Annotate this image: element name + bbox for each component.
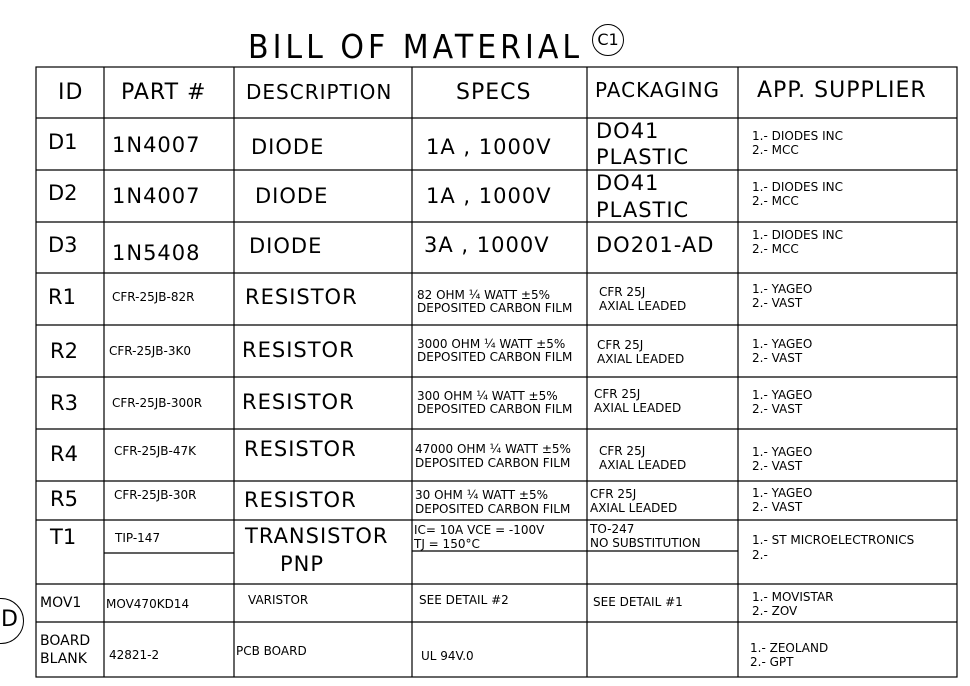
row-supplier-line2: 2.- ZOV bbox=[752, 604, 798, 618]
row-supplier-line2: 2.- bbox=[752, 548, 768, 562]
header-id: ID bbox=[58, 80, 84, 105]
row-supplier-line1: 1.- DIODES INC bbox=[752, 129, 843, 143]
row-specs-line2: DEPOSITED CARBON FILM bbox=[417, 301, 573, 315]
row-specs-line1: 3000 OHM ¼ WATT ±5% bbox=[417, 337, 566, 351]
row-id: D1 bbox=[48, 130, 78, 154]
row-packaging-line1: DO41 bbox=[596, 171, 660, 195]
row-specs-line2: DEPOSITED CARBON FILM bbox=[415, 502, 571, 516]
row-supplier-line2: 2.- MCC bbox=[752, 194, 799, 208]
header-specs: SPECS bbox=[456, 80, 532, 105]
row-id: R2 bbox=[50, 339, 78, 363]
row-description: RESISTOR bbox=[245, 285, 358, 309]
row-description-line1: TRANSISTOR bbox=[245, 524, 389, 548]
row-supplier-line1: 1.- YAGEO bbox=[752, 445, 813, 459]
row-packaging-line2: AXIAL LEADED bbox=[597, 352, 685, 366]
row-specs-line1: 82 OHM ¼ WATT ±5% bbox=[417, 288, 551, 302]
row-description: PCB BOARD bbox=[236, 644, 307, 658]
row-id: D3 bbox=[48, 233, 78, 257]
row-supplier-line2: 2.- VAST bbox=[752, 296, 803, 310]
row-supplier-line1: 1.- MOVISTAR bbox=[752, 590, 834, 604]
row-id: R1 bbox=[48, 285, 76, 309]
row-specs-line2: DEPOSITED CARBON FILM bbox=[417, 402, 573, 416]
header-part-number: PART # bbox=[121, 80, 207, 105]
row-specs: 3A , 1000V bbox=[424, 233, 550, 257]
row-specs-line1: IC= 10A VCE = -100V bbox=[414, 523, 545, 537]
row-specs-line1: 300 OHM ¼ WATT ±5% bbox=[417, 389, 558, 403]
row-supplier-line2: 2.- MCC bbox=[752, 242, 799, 256]
row-supplier-line2: 2.- VAST bbox=[752, 402, 803, 416]
row-id: R4 bbox=[50, 442, 78, 466]
row-supplier-line2: 2.- VAST bbox=[752, 459, 803, 473]
row-packaging-line2: PLASTIC bbox=[596, 145, 690, 169]
row-description: VARISTOR bbox=[248, 593, 309, 607]
row-part-number: CFR-25JB-82R bbox=[112, 290, 195, 304]
row-specs-line1: 47000 OHM ¼ WATT ±5% bbox=[415, 442, 571, 456]
row-supplier-line2: 2.- VAST bbox=[752, 351, 803, 365]
row-specs-line2: DEPOSITED CARBON FILM bbox=[417, 350, 573, 364]
row-supplier-line1: 1.- YAGEO bbox=[752, 282, 813, 296]
document-title: BILL OF MATERIAL bbox=[248, 28, 584, 67]
row-packaging-line2: PLASTIC bbox=[596, 198, 690, 222]
row-specs: UL 94V.0 bbox=[421, 649, 474, 663]
row-packaging-line1: DO201-AD bbox=[596, 233, 715, 257]
row-part-number: CFR-25JB-47K bbox=[114, 444, 196, 458]
row-description: DIODE bbox=[251, 135, 325, 159]
row-packaging-line1: CFR 25J bbox=[599, 285, 646, 299]
row-supplier-line1: 1.- DIODES INC bbox=[752, 180, 843, 194]
row-part-number: 1N4007 bbox=[112, 184, 201, 208]
row-packaging-line2: AXIAL LEADED bbox=[599, 299, 687, 313]
row-specs-line1: 30 OHM ¼ WATT ±5% bbox=[415, 488, 549, 502]
header-description: DESCRIPTION bbox=[246, 80, 393, 104]
row-part-number: TIP-147 bbox=[115, 531, 161, 545]
row-packaging-line2: AXIAL LEADED bbox=[594, 401, 682, 415]
row-packaging-line1: DO41 bbox=[596, 119, 660, 143]
revision-bubble: C1 bbox=[592, 24, 624, 56]
row-packaging-line1: CFR 25J bbox=[597, 338, 644, 352]
row-supplier-line1: 1.- YAGEO bbox=[752, 337, 813, 351]
row-packaging-line2: NO SUBSTITUTION bbox=[590, 536, 701, 550]
row-description: DIODE bbox=[255, 184, 329, 208]
row-specs: 1A , 1000V bbox=[426, 184, 552, 208]
row-supplier-line2: 2.- GPT bbox=[750, 655, 794, 669]
row-supplier-line1: 1.- ST MICROELECTRONICS bbox=[752, 533, 915, 547]
row-specs: SEE DETAIL #2 bbox=[419, 593, 509, 607]
row-id: R5 bbox=[50, 487, 78, 511]
row-packaging-line1: CFR 25J bbox=[594, 387, 641, 401]
row-packaging-line1: CFR 25J bbox=[590, 487, 637, 501]
row-part-number: 1N4007 bbox=[112, 133, 201, 157]
row-supplier-line2: 2.- VAST bbox=[752, 500, 803, 514]
row-id: R3 bbox=[50, 391, 78, 415]
row-part-number: CFR-25JB-3K0 bbox=[109, 344, 191, 358]
row-id: D2 bbox=[48, 181, 78, 205]
row-specs-line2: DEPOSITED CARBON FILM bbox=[415, 456, 571, 470]
row-id: T1 bbox=[50, 525, 77, 549]
row-packaging-line2: AXIAL LEADED bbox=[599, 458, 687, 472]
row-id: MOV1 bbox=[40, 595, 82, 611]
row-description: RESISTOR bbox=[244, 437, 357, 461]
row-part-number: CFR-25JB-30R bbox=[114, 488, 197, 502]
row-packaging-line1: CFR 25J bbox=[599, 444, 646, 458]
row-packaging-line2: AXIAL LEADED bbox=[590, 501, 678, 515]
row-supplier-line2: 2.- MCC bbox=[752, 143, 799, 157]
row-specs: 1A , 1000V bbox=[426, 135, 552, 159]
row-id-line1: BOARD bbox=[40, 633, 91, 649]
row-supplier-line1: 1.- YAGEO bbox=[752, 388, 813, 402]
row-supplier-line1: 1.- ZEOLAND bbox=[750, 641, 829, 655]
row-description: DIODE bbox=[249, 234, 323, 258]
row-packaging-line1: TO-247 bbox=[590, 522, 635, 536]
edge-zone-letter: D bbox=[1, 607, 18, 632]
row-supplier-line1: 1.- DIODES INC bbox=[752, 228, 843, 242]
header-app-supplier: APP. SUPPLIER bbox=[757, 78, 927, 103]
row-specs-line2: TJ = 150°C bbox=[414, 537, 480, 551]
header-packaging: PACKAGING bbox=[595, 78, 721, 102]
row-part-number: CFR-25JB-300R bbox=[112, 396, 203, 410]
row-supplier-line1: 1.- YAGEO bbox=[752, 486, 813, 500]
row-packaging-line1: SEE DETAIL #1 bbox=[593, 595, 683, 609]
row-description: RESISTOR bbox=[242, 338, 355, 362]
row-part-number: MOV470KD14 bbox=[106, 597, 190, 611]
row-description: RESISTOR bbox=[244, 488, 357, 512]
row-part-number: 1N5408 bbox=[112, 241, 201, 265]
row-description-line2: PNP bbox=[280, 552, 325, 576]
row-description: RESISTOR bbox=[242, 390, 355, 414]
row-id-line2: BLANK bbox=[40, 651, 87, 667]
row-part-number: 42821-2 bbox=[109, 648, 160, 662]
